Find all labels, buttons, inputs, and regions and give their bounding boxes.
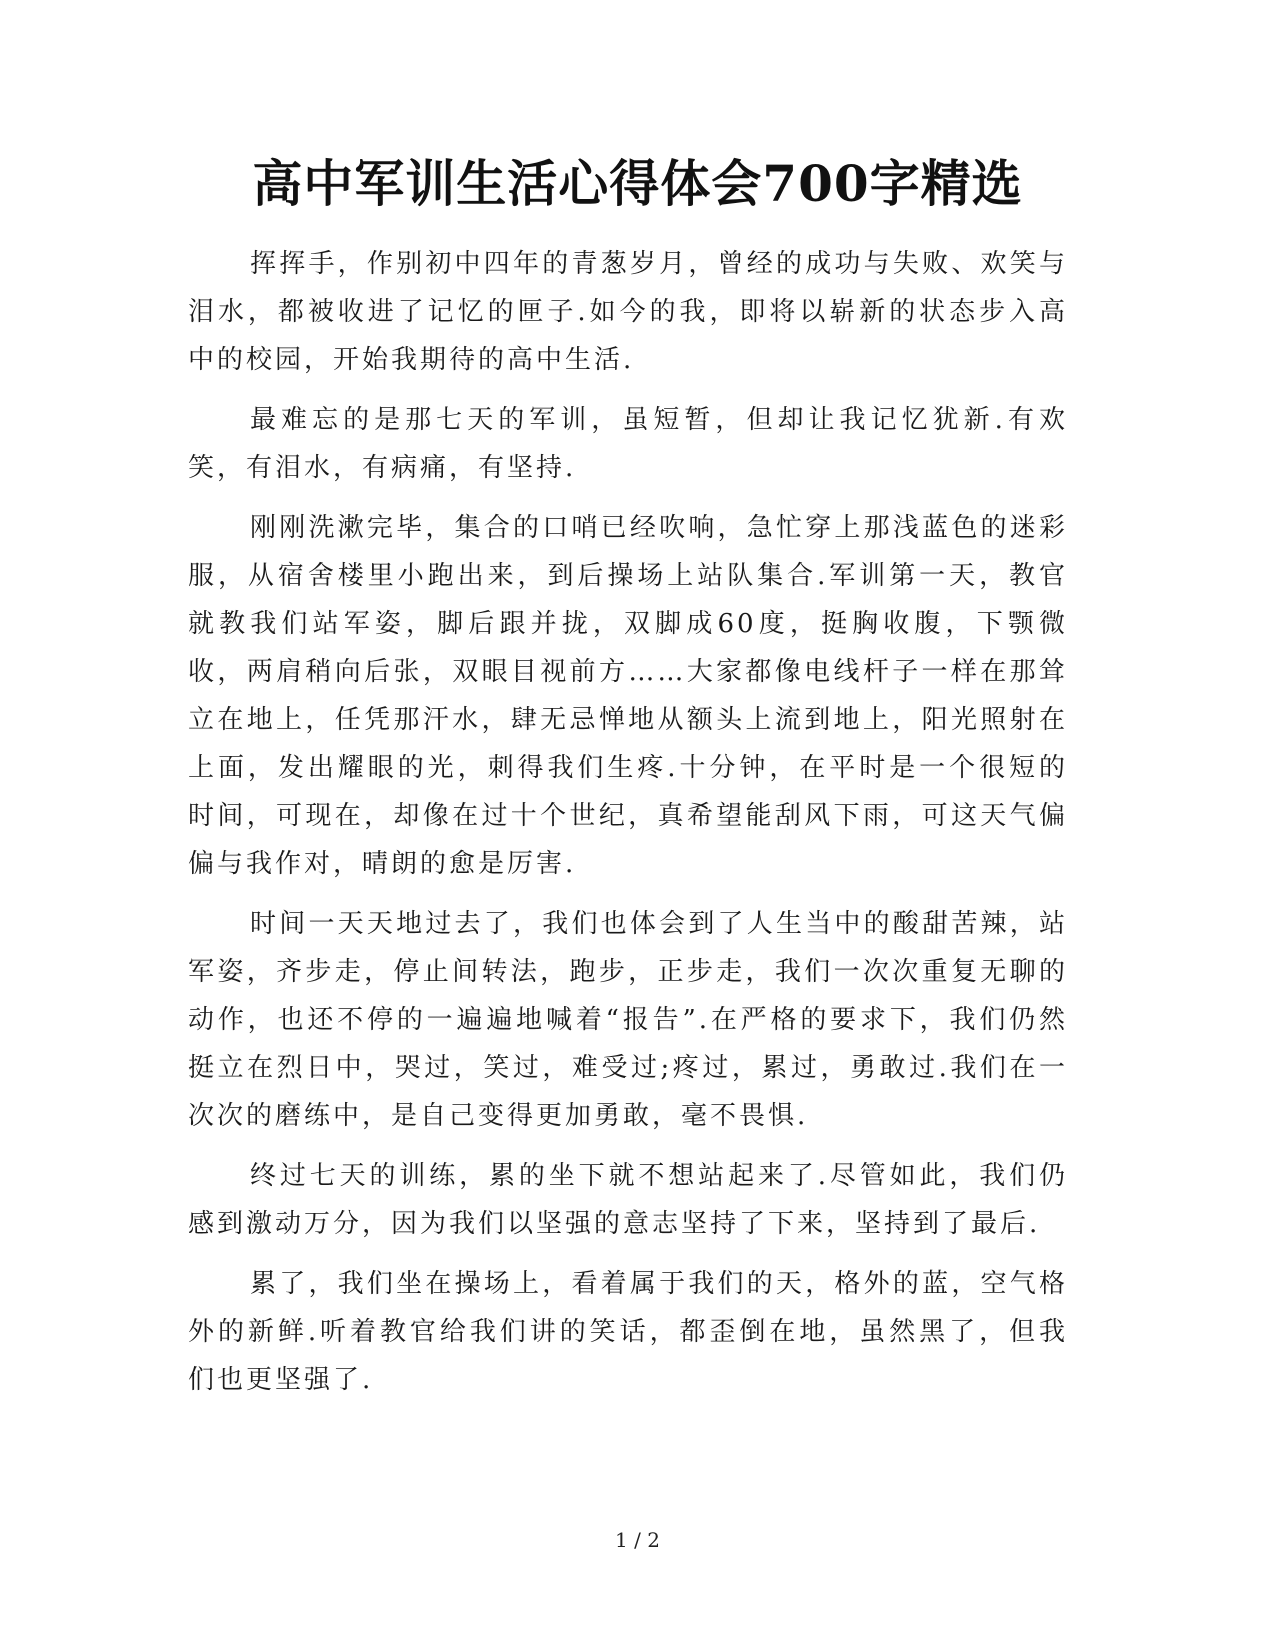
paragraph-3: 刚刚洗漱完毕，集合的口哨已经吹响，急忙穿上那浅蓝色的迷彩服，从宿舍楼里小跑出来，到后操场上站队集合.军训第一天，教官就教我们站军姿，脚后跟并拢，双脚成60度，挺胸收腹，下颚微收，两肩稍向后张，双眼目视前方……大家都像电线杆子一样在那耸立在地上，任凭那汗水，肆无忌惮地从额头上流到地上，阳光照射在上面，发出耀眼的光，刺得我们生疼.十分钟，在平时是一个很短的时间，可现在，却像在过十个世纪，真希望能刮风下雨，可这天气偏偏与我作对，晴朗的愈是厉害. xyxy=(188,513,1068,879)
document-body xyxy=(188,240,1068,1416)
page-number: 1 / 2 xyxy=(615,1528,660,1552)
paragraph-2: 最难忘的是那七天的军训，虽短暂，但却让我记忆犹新.有欢笑，有泪水，有病痛，有坚持. xyxy=(188,405,1068,483)
paragraph-4: 时间一天天地过去了，我们也体会到了人生当中的酸甜苦辣，站军姿，齐步走，停止间转法，跑步，正步走，我们一次次重复无聊的动作，也还不停的一遍遍地喊着“报告”.在严格的要求下，我们仍然挺立在烈日中，哭过，笑过，难受过;疼过，累过，勇敢过.我们在一次次的磨练中，是自己变得更加勇敢，毫不畏惧. xyxy=(188,909,1068,1131)
paragraph-5: 终过七天的训练，累的坐下就不想站起来了.尽管如此，我们仍感到激动万分，因为我们以坚强的意志坚持了下来，坚持到了最后. xyxy=(188,1161,1068,1239)
paragraph-6: 累了，我们坐在操场上，看着属于我们的天，格外的蓝，空气格外的新鲜.听着教官给我们讲的笑话，都歪倒在地，虽然黑了，但我们也更坚强了. xyxy=(188,1269,1068,1395)
page-title: 高中军训生活心得体会700字精选 xyxy=(252,154,1023,213)
paragraph-1: 挥挥手，作别初中四年的青葱岁月，曾经的成功与失败、欢笑与泪水，都被收进了记忆的匣子.如今的我，即将以崭新的状态步入高中的校园，开始我期待的高中生活. xyxy=(188,249,1068,375)
